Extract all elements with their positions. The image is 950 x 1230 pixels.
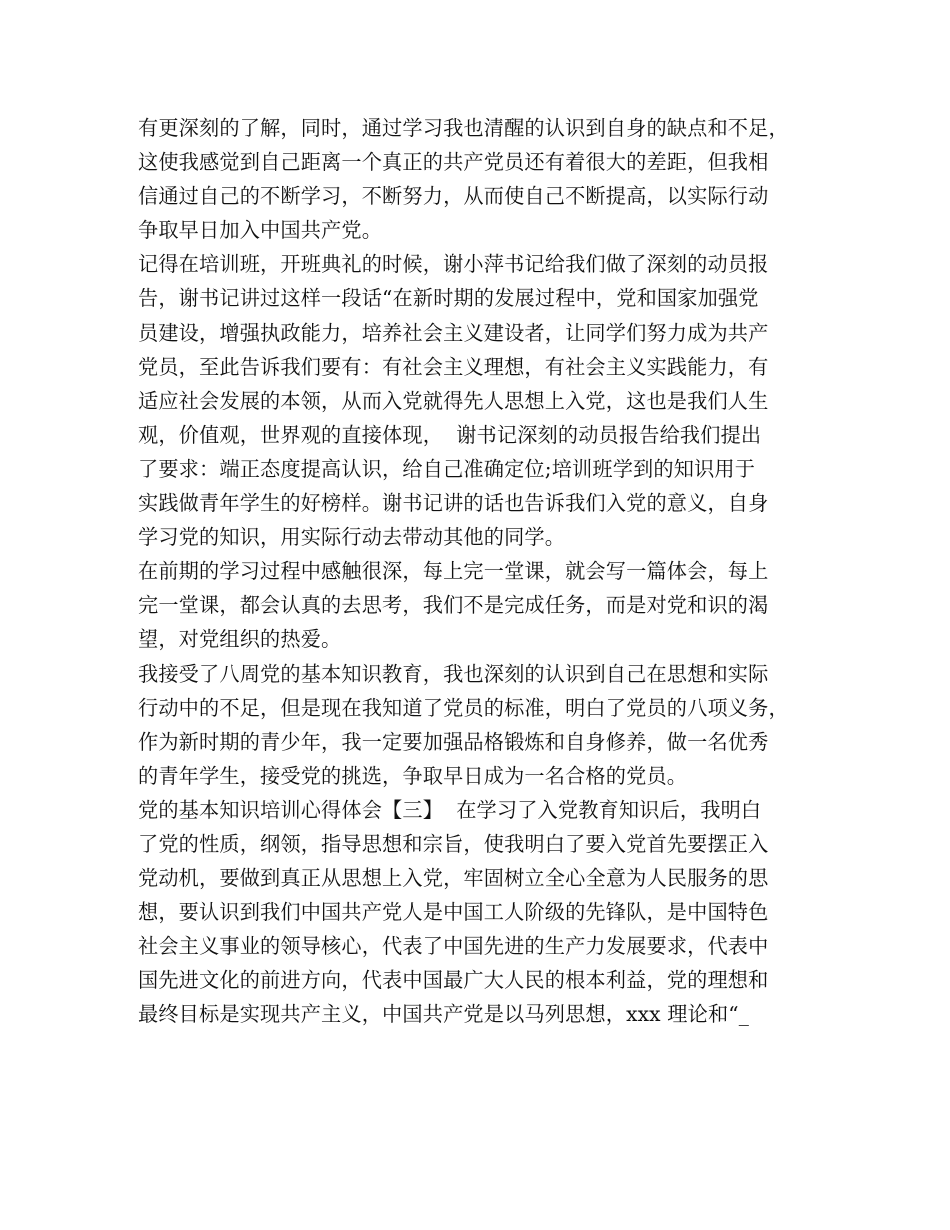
text-line: 记得在培训班，开班典礼的时候，谢小萍书记给我们做了深刻的动员报 bbox=[138, 252, 769, 277]
text-line: 这使我感觉到自己距离一个真正的共产党员还有着很大的差距，但我相 bbox=[138, 150, 769, 175]
text-line: 在前期的学习过程中感触很深，每上完一堂课，就会写一篇体会，每上 bbox=[138, 559, 769, 584]
text-line: 完一堂课，都会认真的去思考，我们不是完成任务，而是对党和识的渴 bbox=[138, 593, 769, 618]
text-line: 想，要认识到我们中国共产党人是中国工人阶级的先锋队，是中国特色 bbox=[138, 900, 769, 925]
document-body-text bbox=[138, 111, 828, 1032]
text-line: 实践做青年学生的好榜样。谢书记讲的话也告诉我们入党的意义，自身 bbox=[138, 491, 769, 516]
text-line: 有更深刻的了解，同时，通过学习我也清醒的认识到自身的缺点和不足， bbox=[138, 116, 789, 140]
text-line: 党动机，要做到真正从思想上入党，牢固树立全心全意为人民服务的思 bbox=[138, 866, 769, 891]
text-line: 信通过自己的不断学习，不断努力，从而使自己不断提高，以实际行动 bbox=[138, 184, 769, 209]
text-line: 告，谢书记讲过这样一段话“在新时期的发展过程中，党和国家加强党 bbox=[138, 286, 759, 311]
text-line: 学习党的知识，用实际行动去带动其他的同学。 bbox=[138, 525, 566, 550]
text-line: 行动中的不足，但是现在我知道了党员的标准，明白了党员的八项义务， bbox=[138, 695, 789, 720]
text-line: 作为新时期的青少年，我一定要加强品格锻炼和自身修养，做一名优秀 bbox=[138, 729, 769, 754]
text-line: 望，对党组织的热爱。 bbox=[138, 627, 342, 652]
text-line: 党的基本知识培训心得体会【三】 在学习了入党教育知识后，我明白 bbox=[138, 797, 762, 822]
text-line: 的青年学生，接受党的挑选，争取早日成为一名合格的党员。 bbox=[138, 763, 688, 788]
text-line: 员建设，增强执政能力，培养社会主义建设者，让同学们努力成为共产 bbox=[138, 320, 769, 345]
text-line: 党员，至此告诉我们要有：有社会主义理想，有社会主义实践能力，有 bbox=[138, 354, 769, 379]
text-line: 了党的性质，纲领，指导思想和宗旨，使我明白了要入党首先要摆正入 bbox=[138, 831, 769, 856]
text-line: 了要求：端正态度提高认识，给自己准确定位;培训班学到的知识用于 bbox=[138, 456, 756, 481]
text-line: 争取早日加入中国共产党。 bbox=[138, 218, 383, 243]
text-line: 国先进文化的前进方向，代表中国最广大人民的根本利益，党的理想和 bbox=[138, 968, 769, 993]
text-line: 适应社会发展的本领，从而入党就得先人思想上入党，这也是我们人生 bbox=[138, 388, 769, 413]
text-line: 观，价值观，世界观的直接体现， 谢书记深刻的动员报告给我们提出 bbox=[138, 422, 762, 447]
text-line: 最终目标是实现共产主义，中国共产党是以马列思想，xxx 理论和“_ bbox=[138, 1002, 750, 1027]
text-line: 我接受了八周党的基本知识教育，我也深刻的认识到自己在思想和实际 bbox=[138, 661, 769, 686]
text-line: 社会主义事业的领导核心，代表了中国先进的生产力发展要求，代表中 bbox=[138, 934, 769, 959]
